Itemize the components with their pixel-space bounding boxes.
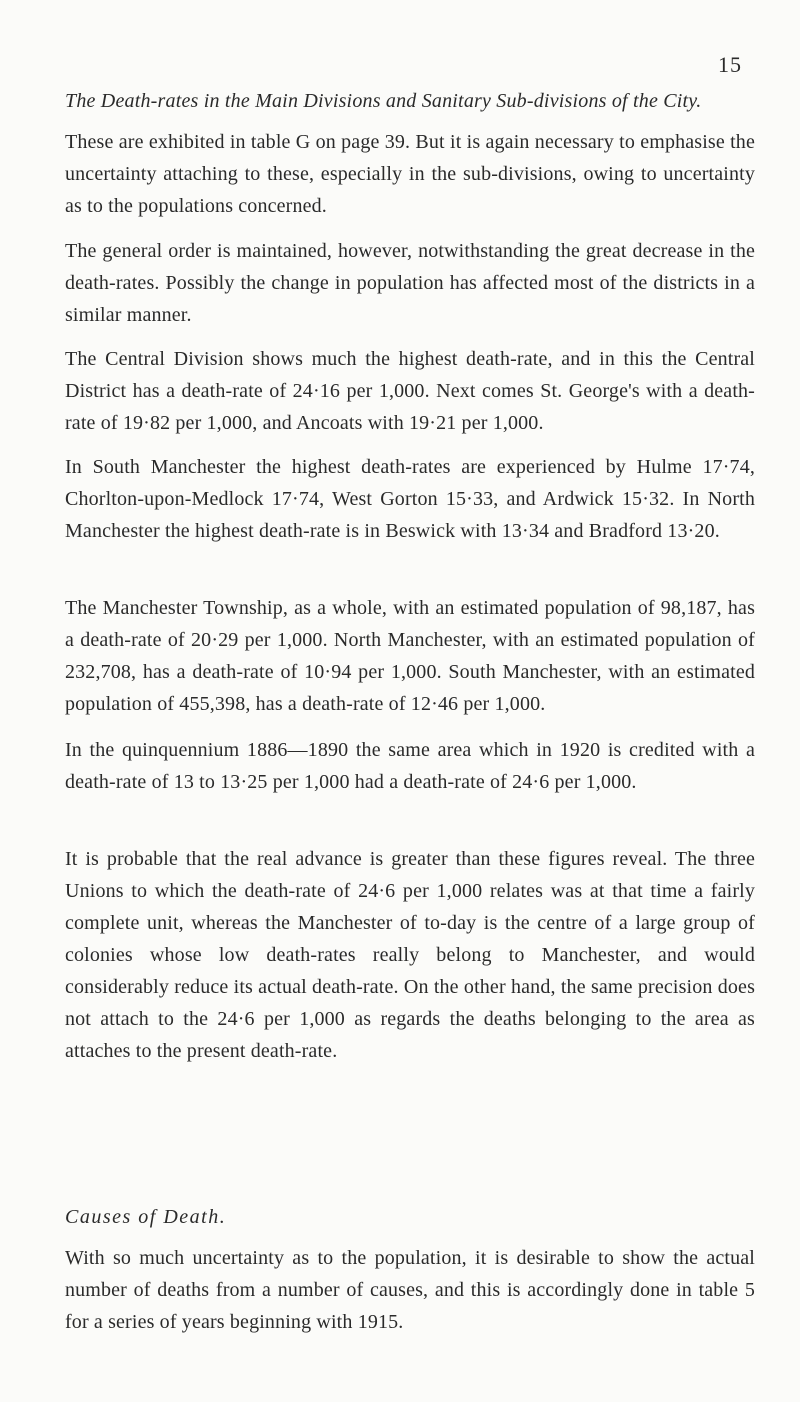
paragraph-2: The general order is maintained, however, notwithstanding the great decrease in the death-rates. Possibly the change in population has affected most of the districts in a similar manner. — [65, 240, 755, 326]
causes-paragraph: With so much uncertainty as to the population, it is desirable to show the actual number of deaths from a number of causes, and this is accordingly done in table 5 for a series of years beginning with 1915. — [65, 1247, 755, 1333]
paragraph-7: It is probable that the real advance is greater than these figures reveal. The three Unions to which the death-rate of 24·6 per 1,000 relates was at that time a fairly complete unit, whereas the Manchester of to-day is the centre of a large group of colonies whose low death-rates really belong to Manchester, and would considerably reduce its actual death-rate. On the other hand, the same precision does not attach to the 24·6 per 1,000 as regards the deaths belonging to the area as attaches to the present death-rate. — [65, 848, 755, 1062]
paragraph-3: The Central Division shows much the highest death-rate, and in this the Central District has a death-rate of 24·16 per 1,000. Next comes St. George's with a death-rate of 19·82 per 1,000, and Ancoats with 19·21 per 1,000. — [65, 348, 755, 434]
causes-heading: Causes of Death. — [65, 1206, 227, 1228]
paragraph-5: The Manchester Township, as a whole, with an estimated population of 98,187, has a death-rate of 20·29 per 1,000. North Manchester, with an estimated population of 232,708, has a death-rate of 10·94 per 1,000. South Manchester, with an estimated population of 455,398, has a death-rate of 12·46 per 1,000. — [65, 597, 755, 715]
paragraph-4: In South Manchester the highest death-rates are experienced by Hulme 17·74, Chorlton-upon-Medlock 17·74, West Gorton 15·33, and Ardwick 15·32. In North Manchester the highest death-rate is in Beswick with 13·34 and Bradford 13·20. — [65, 456, 755, 542]
page-number: 15 — [718, 52, 742, 77]
paragraph-1: These are exhibited in table G on page 39. But it is again necessary to emphasise the uncertainty attaching to these, especially in the sub-divisions, owing to uncertainty as to the populations concerned. — [65, 131, 755, 217]
section-heading: The Death-rates in the Main Divisions and Sanitary Sub-divisions of the City. — [65, 90, 702, 112]
paragraph-6: In the quinquennium 1886—1890 the same area which in 1920 is credited with a death-rate of 13 to 13·25 per 1,000 had a death-rate of 24·6 per 1,000. — [65, 739, 755, 793]
